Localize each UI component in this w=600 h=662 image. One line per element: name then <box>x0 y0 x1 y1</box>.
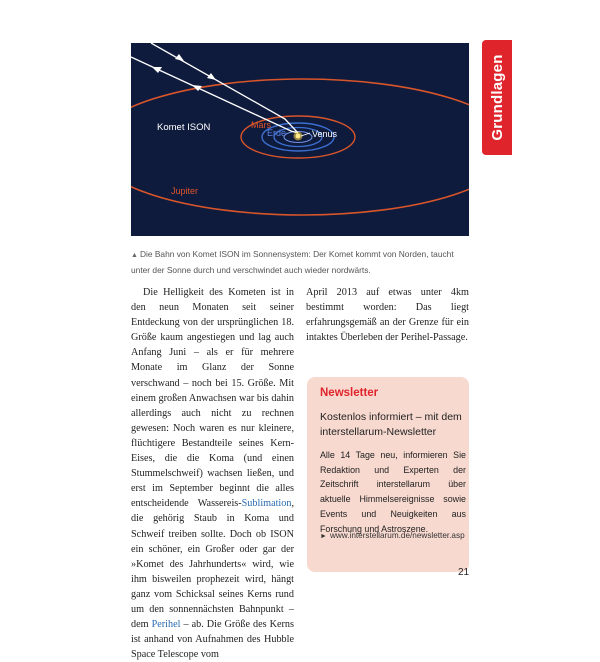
section-tab <box>482 40 512 155</box>
page-number: 21 <box>458 567 470 578</box>
perihel-link[interactable]: Perihel <box>151 619 181 631</box>
newsletter-url[interactable]: www.interstellarum.de/newsletter.asp <box>329 531 465 540</box>
figure-caption <box>131 247 471 278</box>
article-text-1: Die Helligkeit des Kometen ist in den neun Monaten seit seiner Entdeckung von der ursprünglichen 18. Größe kaum angestiegen und lag auch Anfang Juni – als er für mehrere Monate im Glanz der Sonne verschwand – noch bei 15. Größe. Mit einem großen Anwachsen war bis dahin allerdings auch nicht zu rechnen gewesen: Noch waren es nur kleinere, flüchtigere Bestandteile seines Kern-Eises, die die Koma (und einen Stummelschweif) wachsen ließen, und erst im September beginnt die alles entscheidende Wassereis- <box>131 287 294 510</box>
comet-arrow-2 <box>207 73 216 80</box>
comet-label: Komet ISON <box>157 122 211 133</box>
venus-label: Venus <box>312 129 338 139</box>
newsletter-link[interactable] <box>320 531 465 540</box>
jupiter-label: Jupiter <box>171 186 199 196</box>
arrow-right-icon: ► <box>320 533 327 540</box>
orbit-diagram <box>131 43 469 236</box>
section-tab-label: Grundlagen <box>488 54 506 141</box>
newsletter-title: Newsletter <box>320 387 379 399</box>
article-text-3: – ab. Die Größe des Kerns ist anhand von Aufnahmen des Hubble Space Telescope vom <box>131 619 294 661</box>
ison-orbit-figure <box>131 43 469 236</box>
article-column-right: April 2013 auf etwas unter 4km bestimmt worden: Das liegt erfahrungsgemäß an der Grenze für ein intaktes Überleben der Perihel-Passage. <box>306 287 469 344</box>
sublimation-link[interactable]: Sublimation <box>241 498 292 510</box>
comet-path-incoming <box>151 43 298 133</box>
newsletter-box <box>307 377 469 572</box>
caption-marker: ▲ <box>131 252 138 259</box>
venus-pointer <box>301 133 310 136</box>
sun <box>296 134 301 139</box>
article-column-left <box>131 285 294 662</box>
earth-label: Erde <box>267 128 287 138</box>
newsletter-body: Alle 14 Tage neu, informieren Sie Redaktion und Experten der Zeitschrift interstellarum über aktuelle Himmelsereignisse sowie Events und Neuigkeiten aus Forschung und Astroszene. <box>320 450 466 534</box>
comet-arrow-1 <box>175 54 184 61</box>
mars-label: Mars <box>251 120 271 130</box>
caption-text: Die Bahn von Komet ISON im Sonnensystem: Der Komet kommt von Norden, taucht unter der Sonne durch und verschwindet auch wieder nordwärts. <box>131 249 454 275</box>
newsletter-headline: Kostenlos informiert – mit dem interstellarum-Newsletter <box>320 411 462 438</box>
article-text-2: , die gehörig Staub in Koma und Schweif treiben sollte. Doch ob ISON ein schöner, ein Großer oder gar der »Komet des Jahrhunderts« wird, wie ihm bisweilen prophezeit wird, hängt ganz vom Schicksal seines Kerns rund um den sonnennächsten Bahnpunkt – dem <box>131 498 294 631</box>
